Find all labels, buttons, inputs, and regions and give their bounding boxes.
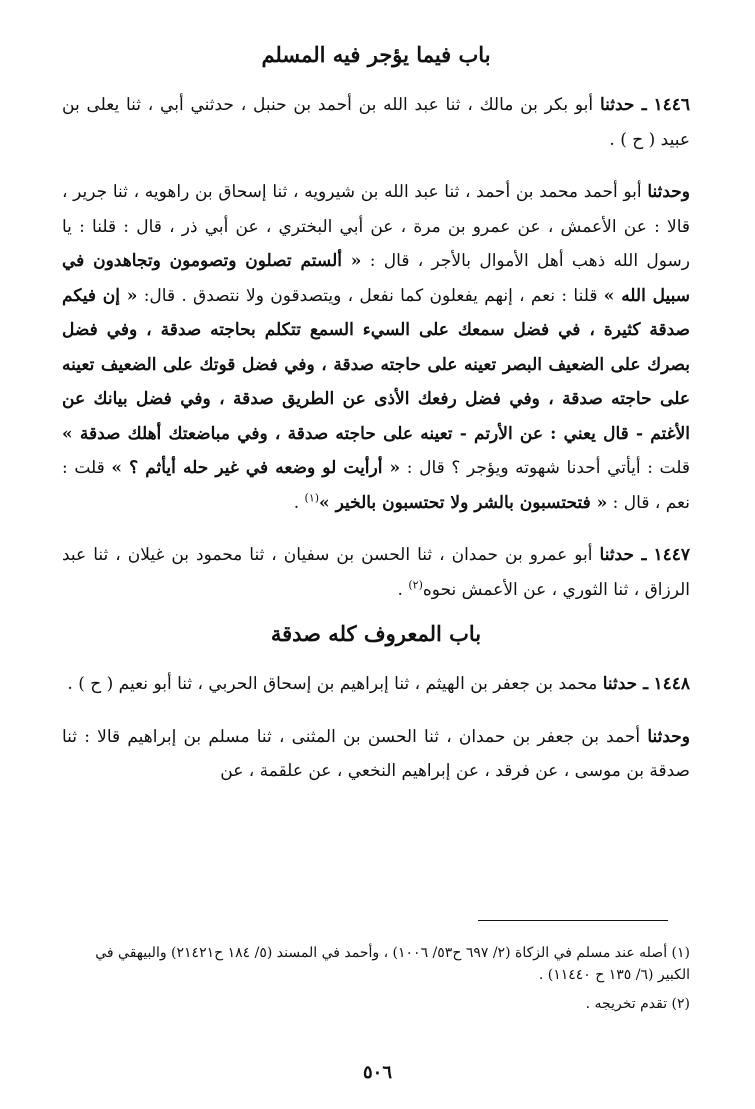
narration-text: قلت : نعم ، قال : xyxy=(62,458,690,513)
prophetic-quote: « إن فيكم صدقة كثيرة ، في فضل سمعك على السيء السمع تتكلم بحاجته صدقة ، وفي فضل بصرك على الضعيف البصر تعينه على حاجته صدقة ، وفي فضل قوتك على الضعيف تعينه على حاجته صدقة ، وفي فضل رفعك الأذى عن الطريق صدقة ، وفي فضل بيانك عن الأغتم - قال يعني : عن الأرتم - تعينه على حاجته صدقة ، وفي مباضعتك أهلك صدقة » xyxy=(62,285,690,444)
hadith-1446 xyxy=(62,88,690,157)
hadith-1448 xyxy=(62,667,690,702)
narration-text: قلت : أيأتي أحدنا شهوته ويؤجر ؟ قال : xyxy=(406,458,690,478)
page-body xyxy=(62,40,690,789)
chain-lead: وحدثنا xyxy=(647,182,690,202)
chain-text: أبو أحمد محمد بن أحمد ، ثنا عبد الله بن شيرويه ، ثنا إسحاق بن راهويه ، ثنا جرير ، قالا : عن الأعمش ، عن عمرو بن مرة ، عن أبي البختري ، عن أبي ذر ، قال : قلنا : يا رسول الله ذهب أهل الأموال بالأجر ، قال : xyxy=(62,182,690,271)
hadith-chain: أبو بكر بن مالك ، ثنا عبد الله بن أحمد بن حنبل ، حدثني أبي ، ثنا يعلى بن عبيد ( ح ) . xyxy=(62,95,690,150)
page-number: ٥٠٦ xyxy=(362,1062,392,1083)
footnotes xyxy=(62,942,690,1022)
footnote-divider xyxy=(478,920,668,921)
footnote-2: (٢) تقدم تخريجه . xyxy=(585,996,690,1012)
hadith-1447 xyxy=(62,538,690,607)
footnote-ref: (٢) xyxy=(408,577,423,591)
prophetic-quote: « فتحتسبون بالشر ولا تحتسبون بالخير » xyxy=(319,492,608,513)
chapter-heading-2: باب المعروف كله صدقة xyxy=(270,621,482,646)
prophetic-quote: « أرأيت لو وضعه في غير حله أيأثم ؟ » xyxy=(111,458,401,478)
hadith-chain: محمد بن جعفر بن الهيثم ، ثنا إبراهيم بن إسحاق الحربي ، ثنا أبو نعيم ( ح ) . xyxy=(67,674,598,694)
narration-text: قلنا : نعم ، إنهم يفعلون كما نفعل ، ويتصدقون ولا نتصدق . قال: xyxy=(143,285,598,306)
footnote-1: (١) أصله عند مسلم في الزكاة (٢/ ٦٩٧ ح٥٣/ ١٠٠٦) ، وأحمد في المسند (٥/ ١٨٤ ح٢١٤٢١) والبيهقي في الكبير (٦/ ١٣٥ ح ١١٤٤٠) . xyxy=(95,945,690,983)
hadith-lead: ـ حدثنا xyxy=(599,95,647,115)
hadith-1446-second-chain xyxy=(62,175,690,520)
hadith-number: ١٤٤٦ xyxy=(653,95,691,115)
sentence-end: . xyxy=(293,492,300,513)
chain-lead: وحدثنا xyxy=(647,726,690,747)
footnote-ref: (١) xyxy=(304,490,320,504)
hadith-lead: ـ حدثنا xyxy=(599,545,647,565)
prophetic-quote: « ألستم تصلون وتصومون وتجاهدون في سبيل الله » xyxy=(62,251,691,306)
sentence-end: . xyxy=(397,579,403,600)
chapter-heading-1: باب فيما يؤجر فيه المسلم xyxy=(261,42,491,67)
hadith-chain: أبو عمرو بن حمدان ، ثنا الحسن بن سفيان ، ثنا محمود بن غيلان ، ثنا عبد الرزاق ، ثنا الثوري ، عن الأعمش نحوه xyxy=(62,545,690,600)
hadith-lead: ـ حدثنا xyxy=(602,674,649,694)
hadith-number: ١٤٤٧ xyxy=(653,545,691,565)
hadith-number: ١٤٤٨ xyxy=(653,674,690,694)
chain-text: أحمد بن جعفر بن حمدان ، ثنا الحسن بن المثنى ، ثنا مسلم بن إبراهيم قالا : ثنا صدقة بن موسى ، عن فرقد ، عن إبراهيم النخعي ، عن علقمة ، عن xyxy=(62,726,690,781)
hadith-1448-second-chain xyxy=(62,720,690,789)
